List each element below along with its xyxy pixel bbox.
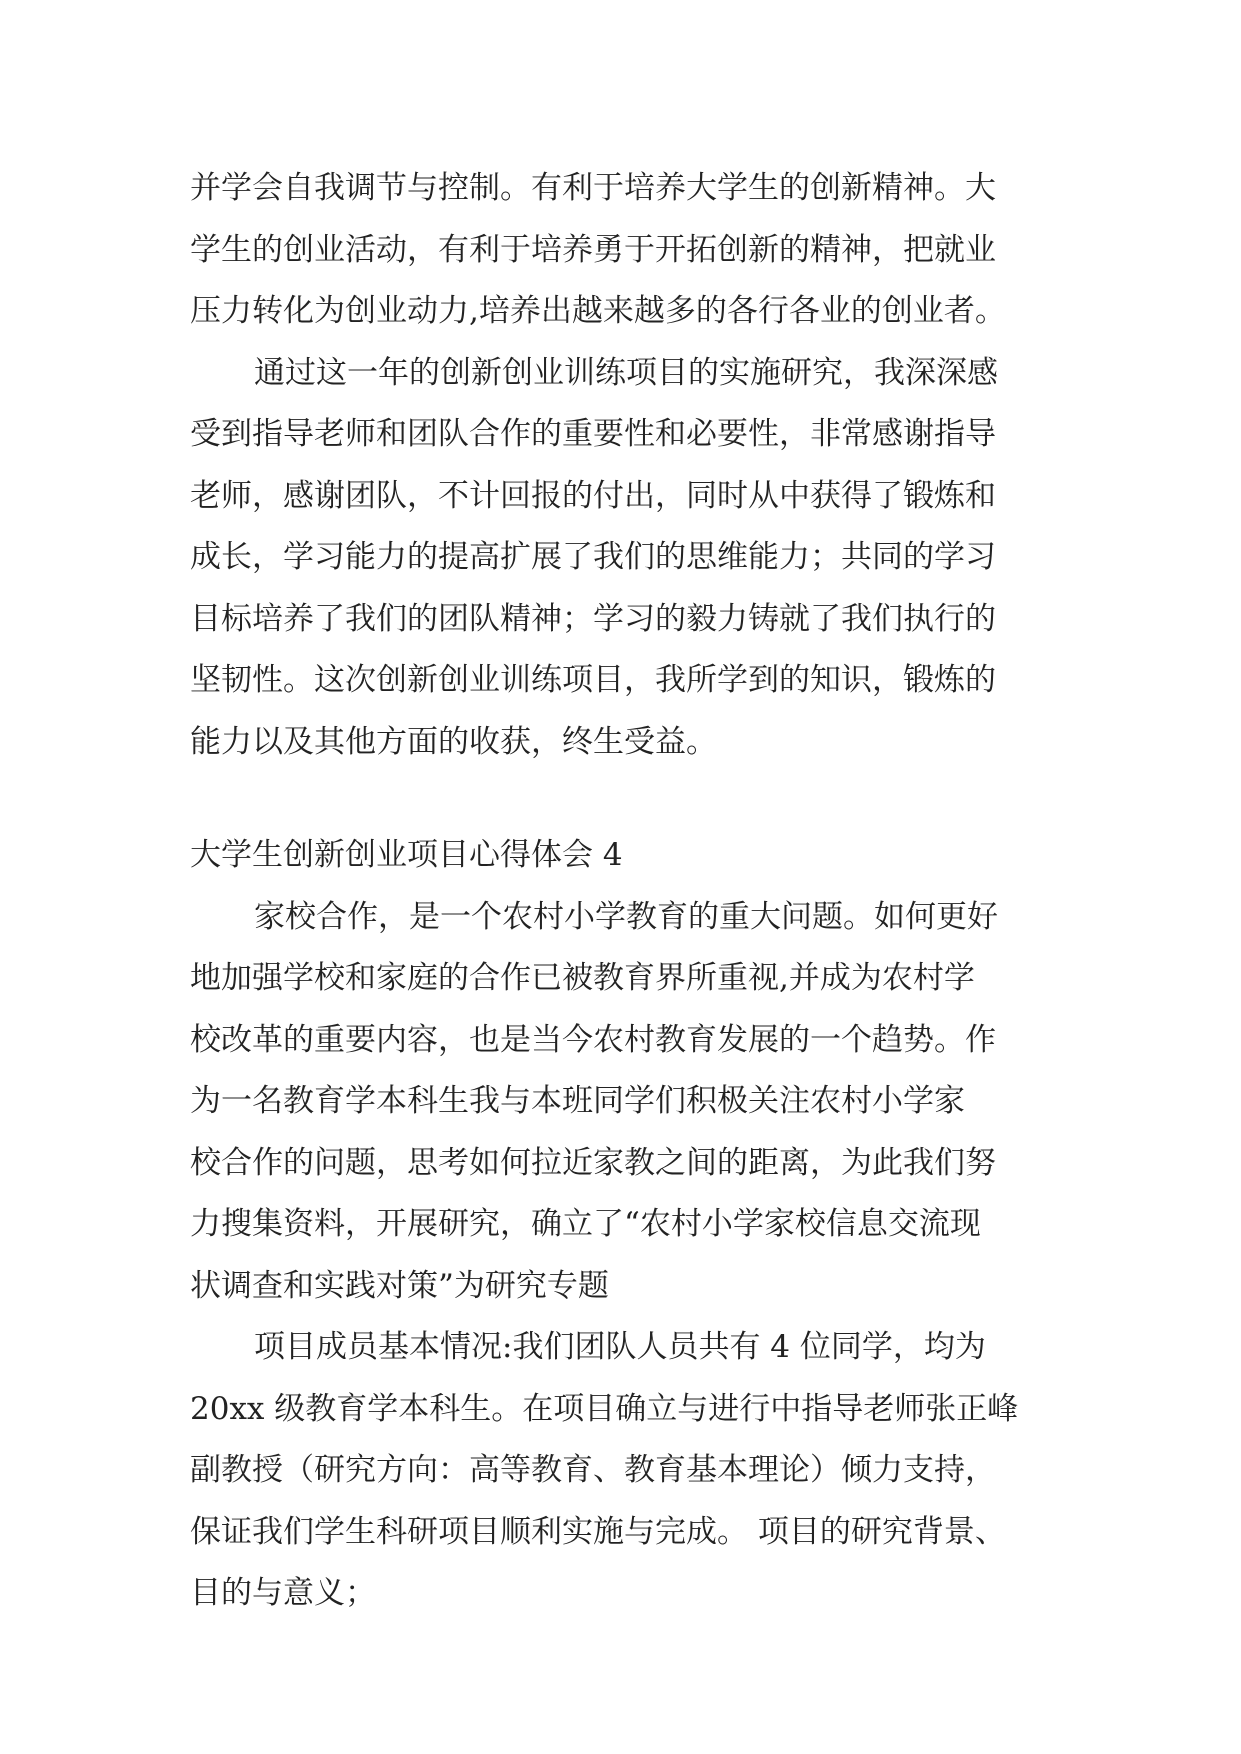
- text-line: 力搜集资料，开展研究，确立了“农村小学家校信息交流现: [190, 1206, 981, 1242]
- text-line: 并学会自我调节与控制。有利于培养大学生的创新精神。大: [190, 170, 996, 206]
- section-title: 大学生创新创业项目心得体会 4: [190, 837, 623, 873]
- document-body: [190, 158, 1090, 1625]
- text-line: 为一名教育学本科生我与本班同学们积极关注农村小学家: [190, 1083, 965, 1119]
- text-line: 目标培养了我们的团队精神；学习的毅力铸就了我们执行的: [190, 600, 996, 637]
- text-line: 项目成员基本情况:我们团队人员共有 4 位同学，均为: [254, 1329, 986, 1365]
- text-line: 地加强学校和家庭的合作已被教育界所重视,并成为农村学: [190, 960, 975, 996]
- text-line: 校合作的问题，思考如何拉近家教之间的距离，为此我们努: [190, 1144, 996, 1181]
- paragraph-entrepreneurship-benefits: [190, 158, 1090, 343]
- text-line: 成长，学习能力的提高扩展了我们的思维能力；共同的学习: [190, 539, 996, 575]
- paragraph-project-reflection: [190, 343, 1090, 774]
- text-line: 学生的创业活动，有利于培养勇于开拓创新的精神，把就业: [190, 231, 996, 268]
- paragraph-home-school-cooperation: [190, 887, 1090, 1318]
- text-line: 受到指导老师和团队合作的重要性和必要性，非常感谢指导: [190, 416, 996, 452]
- text-line: 状调查和实践对策”为研究专题: [190, 1267, 609, 1304]
- text-line: 保证我们学生科研项目顺利实施与完成。 项目的研究背景、: [190, 1513, 1006, 1550]
- text-line: 能力以及其他方面的收获，终生受益。: [190, 723, 717, 760]
- text-line: 坚韧性。这次创新创业训练项目，我所学到的知识，锻炼的: [190, 662, 996, 698]
- text-line: 目的与意义；: [190, 1575, 376, 1611]
- text-line: 家校合作，是一个农村小学教育的重大问题。如何更好: [254, 898, 998, 935]
- text-line: 副教授（研究方向：高等教育、教育基本理论）倾力支持，: [190, 1452, 996, 1488]
- text-line: 校改革的重要内容，也是当今农村教育发展的一个趋势。作: [190, 1021, 996, 1058]
- text-line: 通过这一年的创新创业训练项目的实施研究，我深深感: [254, 354, 998, 391]
- text-line: 老师，感谢团队，不计回报的付出，同时从中获得了锻炼和: [190, 477, 996, 514]
- paragraph-team-members: [190, 1317, 1090, 1625]
- text-line: 20xx 级教育学本科生。在项目确立与进行中指导老师张正峰: [190, 1390, 1019, 1427]
- text-line: 压力转化为创业动力,培养出越来越多的各行各业的创业者。: [190, 293, 1006, 329]
